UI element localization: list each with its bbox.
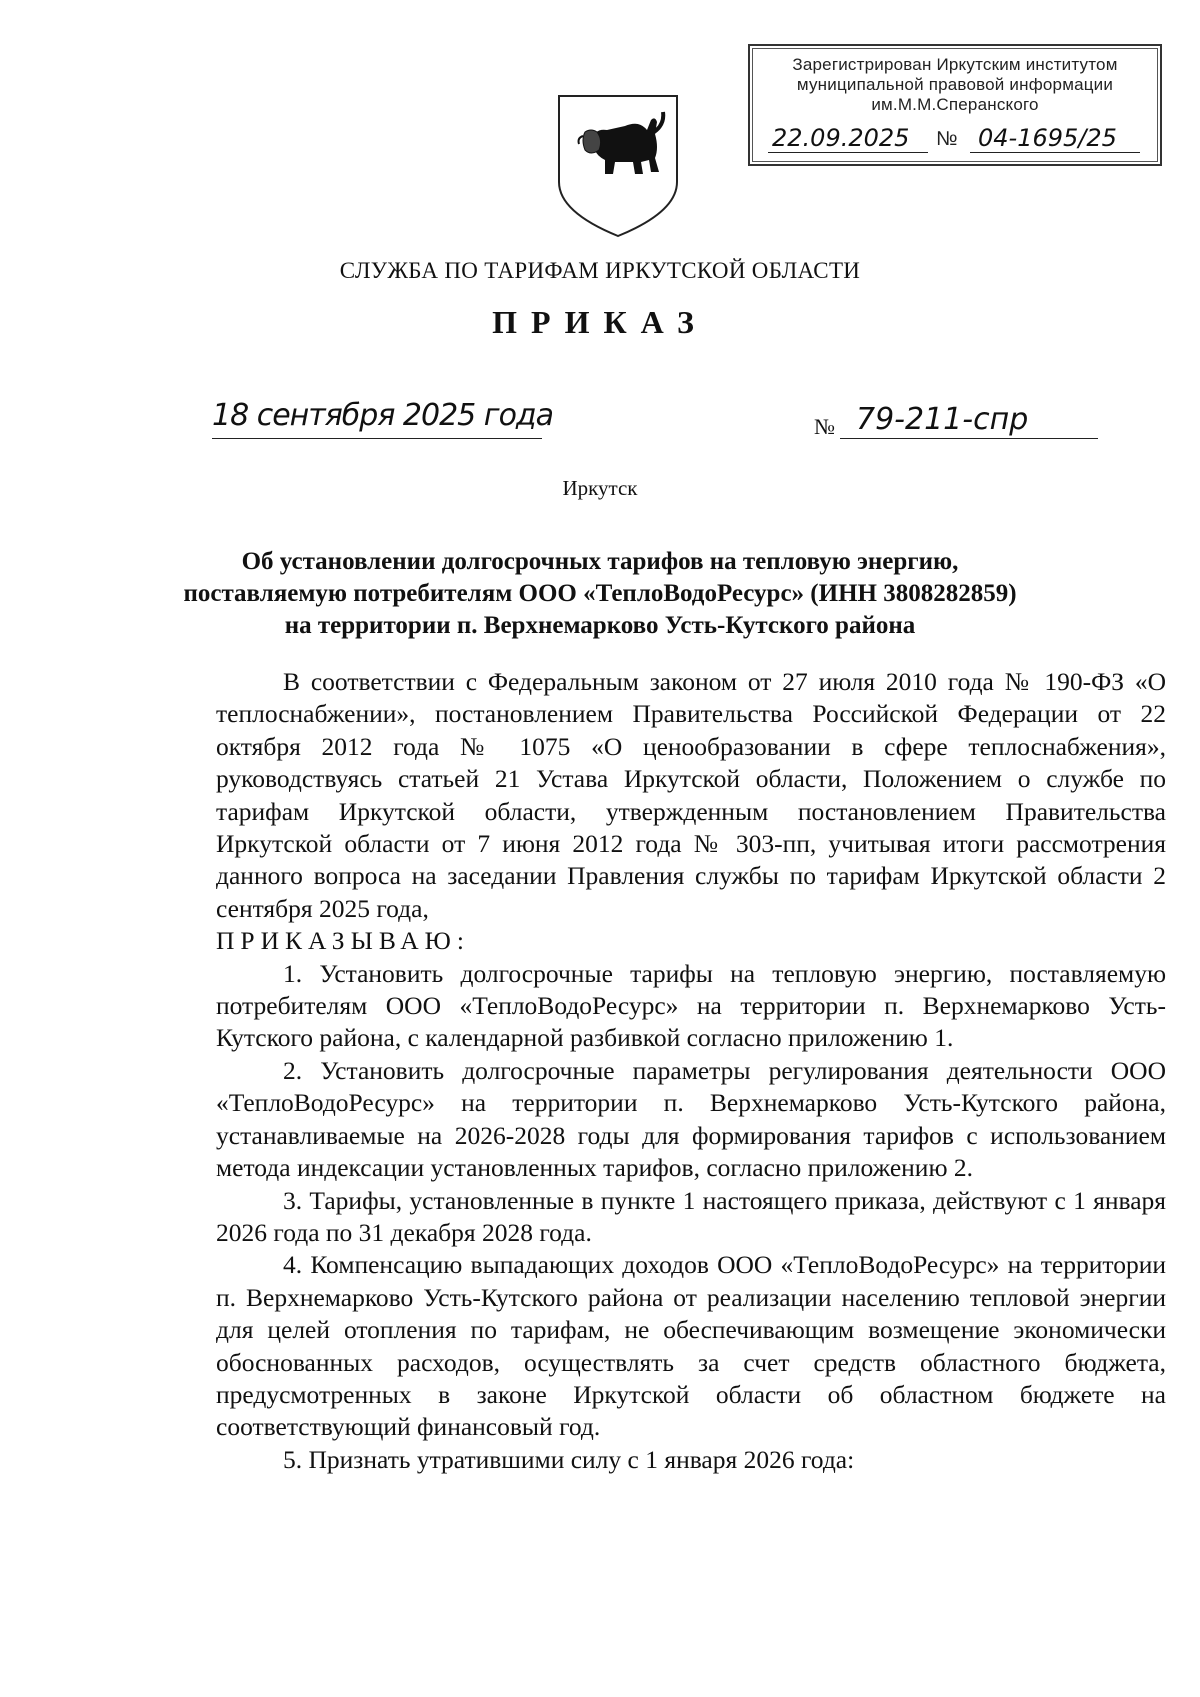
stamp-number-sign: № [936, 128, 958, 150]
organization-name: СЛУЖБА ПО ТАРИФАМ ИРКУТСКОЙ ОБЛАСТИ [339, 258, 861, 283]
order-item-3: 3. Тарифы, установленные в пункте 1 настоящего приказа, действуют с 1 января 2026 года по 31 декабря 2028 года. [216, 1185, 1166, 1247]
order-item-4: 4. Компенсацию выпадающих доходов ООО «ТеплоВодоРесурс» на территории п. Верхнемарково Усть-Кутского района от реализации населению тепловой энергии для целей отопления по тарифам, не обеспечивающим возмещение экономически обоснованных расходов, осуществлять за счет средств областного бюджета, предусмотренных в законе Иркутской области об областном бюджете на соответствующий финансовый год. [216, 1250, 1166, 1442]
registration-stamp [748, 44, 1162, 166]
subject-line-2: поставляемую потребителям ООО «ТеплоВодоРесурс» (ИНН 3808282859) [183, 580, 1017, 607]
order-date: 18 сентября 2025 года [212, 398, 554, 433]
order-item-5: 5. Признать утратившими силу с 1 января 2026 года: [283, 1444, 855, 1474]
stamp-line-1: Зарегистрирован Иркутским институтом [792, 55, 1118, 74]
order-body [216, 666, 1166, 1476]
irkutsk-coat-of-arms-icon [555, 90, 681, 240]
subject-line-1: Об установлении долгосрочных тарифов на тепловую энергию, [241, 548, 959, 575]
stamp-line-2: муниципальной правовой информации [796, 75, 1114, 94]
order-subject [100, 546, 1100, 642]
subject-line-3: на территории п. Верхнемарково Усть-Кутского района [284, 612, 916, 639]
order-number-sign: № [814, 414, 835, 439]
order-date-underline [212, 438, 542, 439]
order-item-1: 1. Установить долгосрочные тарифы на тепловую энергию, поставляемую потребителям ООО «ТеплоВодоРесурс» на территории п. Верхнемарково Усть-Кутского района, с календарной разбивкой согласно приложению 1. [216, 958, 1166, 1053]
order-word: ПРИКАЗЫВАЮ: [216, 926, 470, 956]
stamp-date-underline [768, 152, 928, 153]
stamp-registration-row [764, 124, 1144, 154]
stamp-line-3: им.М.М.Сперанского [871, 95, 1039, 114]
order-number: 79-211-спр [856, 402, 1029, 437]
preamble-paragraph: В соответствии с Федеральным законом от 27 июля 2010 года № 190-ФЗ «О теплоснабжении», постановлением Правительства Российской Федерации от 22 октября 2012 года № 1075 «О ценообразовании в сфере теплоснабжения», руководствуясь статьей 21 Устава Иркутской области, Положением о службе по тарифам Иркутской области, утвержденным постановлением Правительства Иркутской области от 7 июня 2012 года № 303-пп, учитывая итоги рассмотрения данного вопроса на заседании Правления службы по тарифам Иркутской области 2 сентября 2025 года, [216, 667, 1166, 923]
stamp-number-underline [970, 152, 1140, 153]
order-number-underline [840, 438, 1098, 439]
order-item-2: 2. Установить долгосрочные параметры регулирования деятельности ООО «ТеплоВодоРесурс» на территории п. Верхнемарково Усть-Кутского района, устанавливаемые на 2026-2028 годы для формирования тарифов с использованием метода индексации установленных тарифов, согласно приложению 2. [216, 1055, 1166, 1183]
document-title: ПРИКАЗ [492, 304, 708, 340]
stamp-registration-number: 04-1695/25 [978, 124, 1117, 152]
stamp-registration-date: 22.09.2025 [772, 124, 910, 152]
order-city: Иркутск [562, 476, 638, 500]
